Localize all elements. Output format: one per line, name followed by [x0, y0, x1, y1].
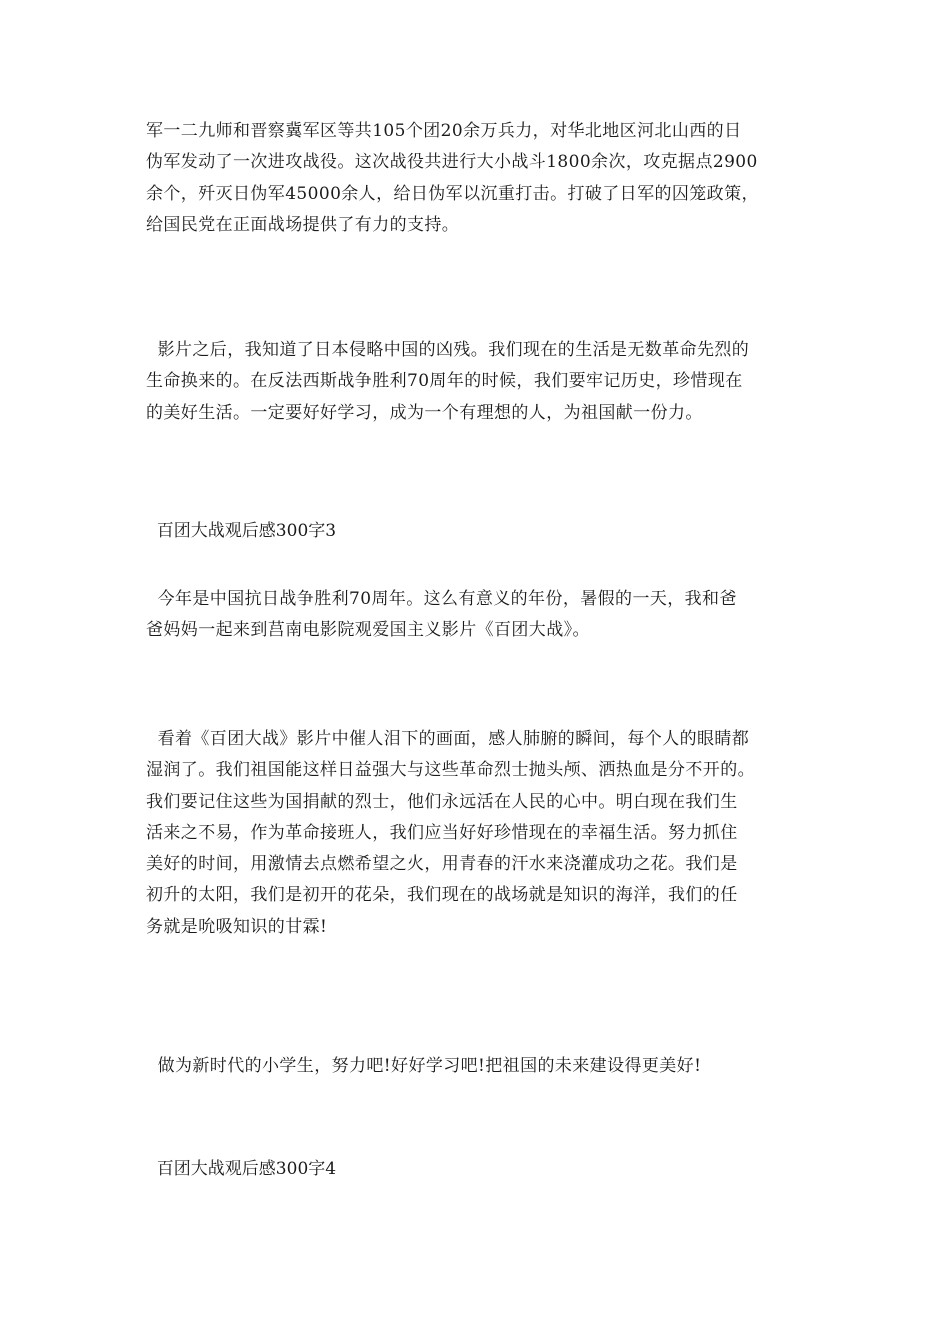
text-line: 给国民党在正面战场提供了有力的支持。	[146, 214, 460, 235]
text-line: 军一二九师和晋察冀军区等共105个团20余万兵力，对华北地区河北山西的日	[146, 121, 742, 141]
text-line: 余个，歼灭日伪军45000余人，给日伪军以沉重打击。打破了日军的囚笼政策，	[146, 183, 759, 204]
text-line: 湿润了。我们祖国能这样日益强大与这些革命烈士抛头颅、洒热血是分不开的。	[146, 760, 755, 781]
text-line: 务就是吮吸知识的甘霖!	[146, 916, 328, 937]
paragraph-after-film	[146, 335, 810, 429]
text-line: 活来之不易，作为革命接班人，我们应当好好珍惜现在的幸福生活。努力抓住	[146, 822, 738, 843]
text-line: 伪军发动了一次进攻战役。这次战役共进行大小战斗1800余次，攻克据点2900	[146, 152, 758, 173]
paragraph-cinema-visit	[146, 584, 810, 647]
text-line: 影片之后，我知道了日本侵略中国的凶残。我们现在的生活是无数革命先烈的	[146, 340, 750, 360]
text-line: 我们要记住这些为国捐献的烈士，他们永远活在人民的心中。明白现在我们生	[146, 791, 738, 812]
text-line: 美好的时间，用激情去点燃希望之火，用青春的汗水来浇灌成功之花。我们是	[146, 854, 738, 875]
section-heading-3: 百团大战观后感300字3	[146, 521, 337, 541]
paragraph-film-impression	[146, 724, 810, 943]
text-line: 看着《百团大战》影片中催人泪下的画面，感人肺腑的瞬间，每个人的眼睛都	[146, 729, 750, 749]
section-heading-4: 百团大战观后感300字4	[146, 1159, 337, 1179]
text-line: 爸妈妈一起来到莒南电影院观爱国主义影片《百团大战》。	[146, 620, 590, 641]
paragraph-battle-summary	[146, 116, 810, 241]
paragraph-closing	[146, 1051, 810, 1082]
text-line: 做为新时代的小学生，努力吧!好好学习吧!把祖国的未来建设得更美好!	[146, 1056, 702, 1076]
text-line: 的美好生活。一定要好好学习，成为一个有理想的人，为祖国献一份力。	[146, 402, 703, 423]
text-line: 生命换来的。在反法西斯战争胜利70周年的时候，我们要牢记历史，珍惜现在	[146, 371, 743, 392]
text-line: 初升的太阳，我们是初开的花朵，我们现在的战场就是知识的海洋，我们的任	[146, 885, 738, 906]
text-line: 今年是中国抗日战争胜利70周年。这么有意义的年份，暑假的一天，我和爸	[146, 589, 737, 609]
